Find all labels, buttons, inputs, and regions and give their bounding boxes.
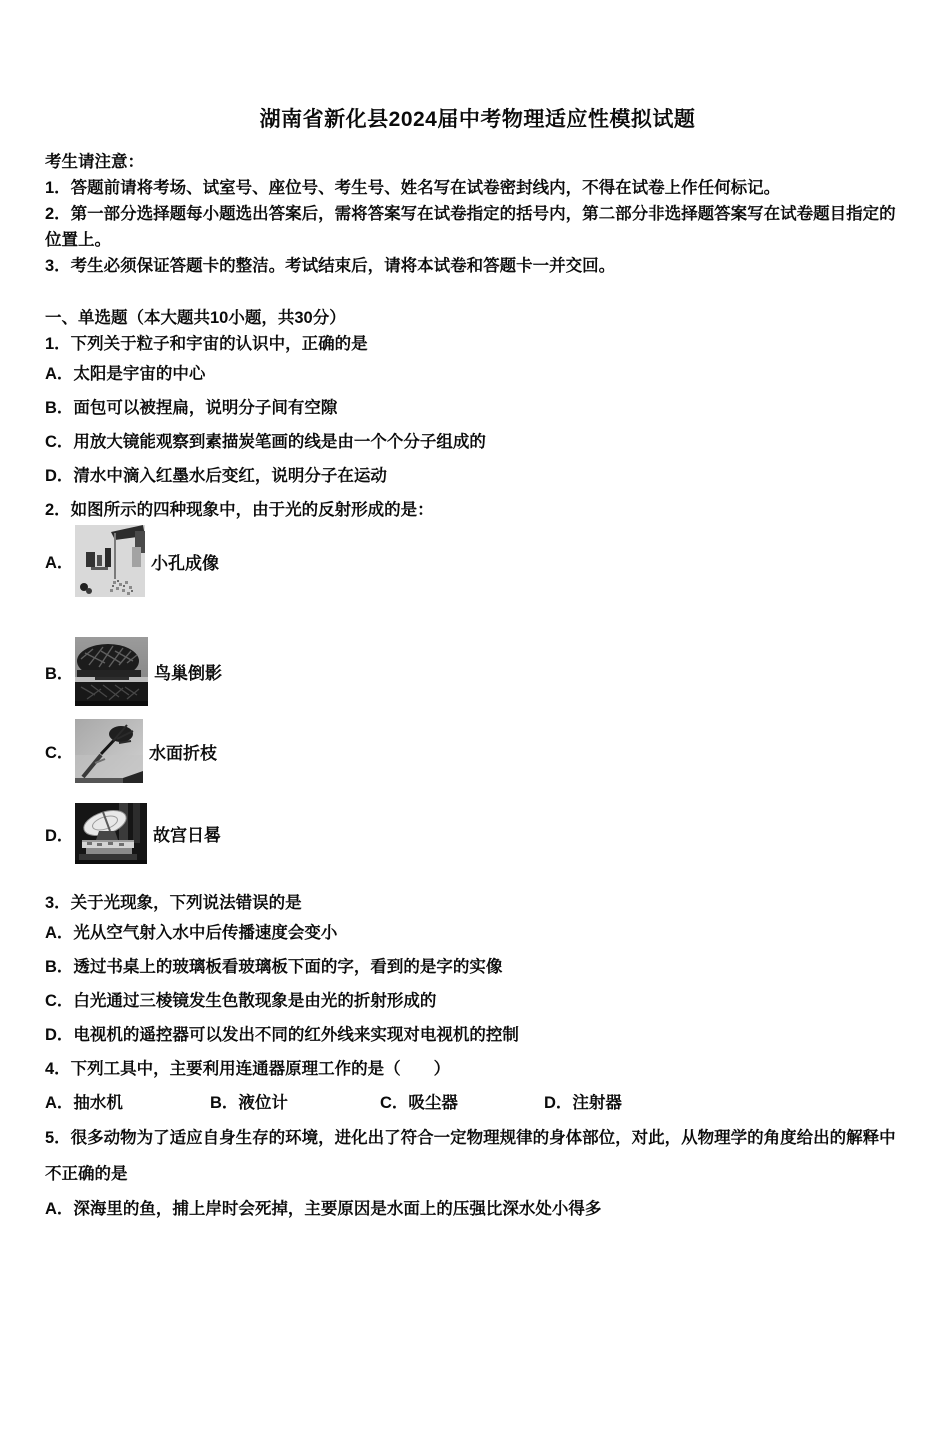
option-c-label: C． (45, 744, 74, 762)
exam-document-page (0, 105, 950, 1226)
option-d-label: D． (45, 826, 74, 845)
question-4-text: 4．下列工具中，主要利用连通器原理工作的是（ ） (45, 1060, 451, 1078)
question-2-option-row-b (45, 637, 910, 706)
question-1-option-a: A．太阳是宇宙的中心 (45, 365, 206, 383)
question-1-option-b: B．面包可以被捏扁，说明分子间有空隙 (45, 399, 338, 417)
birds-nest-reflection-photo (75, 637, 148, 706)
option-b-caption: 鸟巢倒影 (154, 664, 222, 683)
notice-item-2: 2．第一部分选择题每小题选出答案后，需将答案写在试卷指定的括号内，第二部分非选择题答案写在试卷题目指定的位置上。 (45, 205, 896, 249)
question-4-option-d: D．注射器 (544, 1094, 622, 1112)
question-2-option-row-c (45, 719, 910, 783)
question-3-option-a: A．光从空气射入水中后传播速度会变小 (45, 924, 338, 942)
palace-sundial-photo (75, 803, 147, 864)
question-2-text: 2．如图所示的四种现象中，由于光的反射形成的是： (45, 501, 434, 519)
question-2-option-row-a (45, 525, 910, 597)
notice-heading: 考生请注意： (45, 153, 144, 171)
option-a-caption: 小孔成像 (151, 553, 219, 573)
question-1-option-c: C．用放大镜能观察到素描炭笔画的线是由一个个分子组成的 (45, 433, 486, 451)
option-d-caption: 故宫日晷 (153, 826, 221, 845)
option-a-label: A． (45, 554, 74, 572)
question-4-option-c: C．吸尘器 (380, 1094, 458, 1112)
pinhole-imaging-photo (75, 525, 145, 597)
section-heading: 一、单选题（本大题共10小题，共30分） (45, 309, 346, 327)
question-2-option-row-d (45, 803, 910, 864)
question-5-text: 5．很多动物为了适应自身生存的环境，进化出了符合一定物理规律的身体部位，对此，从物理学的角度给出的解释中不正确的是 (45, 1129, 896, 1183)
question-4-option-a: A．抽水机 (45, 1094, 123, 1112)
notice-item-1: 1．答题前请将考场、试室号、座位号、考生号、姓名写在试卷密封线内，不得在试卷上作任何标记。 (45, 179, 781, 197)
bent-branch-in-water-photo (75, 719, 143, 783)
notice-item-3: 3．考生必须保证答题卡的整洁。考试结束后，请将本试卷和答题卡一并交回。 (45, 257, 616, 275)
question-1-text: 1．下列关于粒子和宇宙的认识中，正确的是 (45, 335, 368, 353)
page-title: 湖南省新化县2024届中考物理适应性模拟试题 (259, 108, 696, 131)
question-1-option-d: D．清水中滴入红墨水后变红，说明分子在运动 (45, 467, 387, 485)
question-3-option-c: C．白光通过三棱镜发生色散现象是由光的折射形成的 (45, 992, 437, 1010)
option-c-caption: 水面折枝 (149, 743, 217, 763)
question-3-text: 3．关于光现象，下列说法错误的是 (45, 894, 302, 912)
question-4-options-row (45, 1086, 910, 1120)
question-4-option-b: B．液位计 (210, 1094, 288, 1112)
question-3-option-d: D．电视机的遥控器可以发出不同的红外线来实现对电视机的控制 (45, 1026, 519, 1044)
question-3-option-b: B．透过书桌上的玻璃板看玻璃板下面的字，看到的是字的实像 (45, 958, 503, 976)
question-5-option-a: A．深海里的鱼，捕上岸时会死掉，主要原因是水面上的压强比深水处小得多 (45, 1200, 602, 1218)
option-b-label: B． (45, 664, 74, 683)
